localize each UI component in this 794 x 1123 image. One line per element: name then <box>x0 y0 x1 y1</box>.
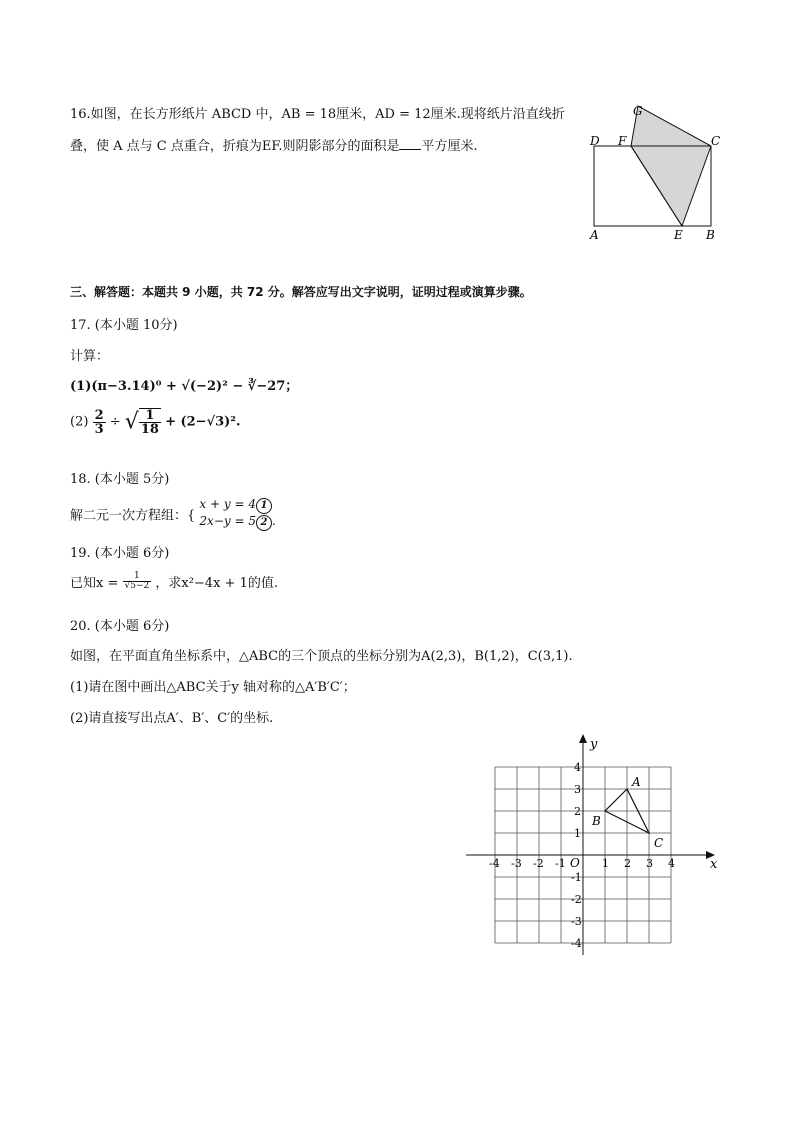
equation-1: x + y = 4 1 <box>199 497 275 514</box>
q19-title: 19. (本小题 6分) <box>70 546 170 561</box>
circled-1-icon: 1 <box>256 498 272 514</box>
y-tick-label: 2 <box>574 805 581 818</box>
q19-body <box>70 572 278 591</box>
q16-line2 <box>70 135 478 154</box>
equation-system <box>199 497 275 531</box>
q18-body <box>70 497 276 531</box>
q17-part2 <box>70 408 241 436</box>
equation-2: 2x−y = 5 2 . <box>199 514 275 531</box>
q20-title: 20. (本小题 6分) <box>70 619 170 634</box>
label-f: F <box>618 134 627 148</box>
x-axis-label: x <box>710 857 718 872</box>
x-tick-label: -1 <box>555 857 566 870</box>
q19-prefix: 已知x = <box>70 576 119 591</box>
q16-line2-start: 叠，使 A 点与 C 点重合，折痕为EF.则阴影部分的面积是 <box>70 139 400 154</box>
q17-part2-rest: + (2−√3)². <box>165 414 241 430</box>
q19-suffix: ，求x²−4x + 1的值. <box>155 576 278 591</box>
x-tick-label: 3 <box>646 857 653 870</box>
q18-prefix: 解二元一次方程组：{ <box>70 508 196 524</box>
y-tick-label: -3 <box>571 915 582 928</box>
q17-title: 17. (本小题 10分) <box>70 318 178 333</box>
point-label-a: A <box>632 775 641 789</box>
section-heading: 三、解答题：本题共 9 小题，共 72 分。解答应写出文字说明，证明过程或演算步骤。 <box>70 285 532 299</box>
label-b: B <box>706 228 715 242</box>
answer-blank <box>399 138 421 150</box>
label-e: E <box>674 228 683 242</box>
q16-figure <box>585 98 725 246</box>
label-a: A <box>590 228 599 242</box>
q17-part1: (1)(π−3.14)⁰ + √(−2)² − ∛−27； <box>70 379 299 394</box>
y-tick-label: 3 <box>574 783 581 796</box>
y-axis-arrow-icon <box>579 734 587 743</box>
x-tick-label: -3 <box>511 857 522 870</box>
radical-icon: √ <box>124 409 139 435</box>
origin-label: O <box>570 856 580 870</box>
label-c: C <box>711 134 721 148</box>
q16-line2-end: 平方厘米. <box>421 139 478 154</box>
circled-2-icon: 2 <box>256 515 272 531</box>
q17-divide: ÷ <box>109 414 121 430</box>
q20-part1: (1)请在图中画出△ABC关于y 轴对称的△A′B′C′； <box>70 680 356 695</box>
q20-line1: 如图，在平面直角坐标系中，△ABC的三个顶点的坐标分别为A(2,3)，B(1,2)，C(3,1). <box>70 649 573 664</box>
q16-line1: 16.如图，在长方形纸片 ABCD 中，AB = 18厘米，AD = 12厘米.现将纸片沿直线折 <box>70 107 565 122</box>
q17-intro: 计算： <box>70 349 110 364</box>
x-tick-label: 4 <box>668 857 675 870</box>
x-tick-label: -2 <box>533 857 544 870</box>
coordinate-grid <box>460 730 725 960</box>
q17-part2-prefix: (2) <box>70 414 89 430</box>
q17-radicand: $\frac{1}{18}$ <box>140 408 159 437</box>
x-tick-label: -4 <box>489 857 500 870</box>
y-tick-label: 4 <box>574 761 581 774</box>
label-d: D <box>590 134 600 148</box>
y-tick-label: -4 <box>571 937 582 950</box>
y-tick-label: -2 <box>571 893 582 906</box>
x-tick-label: 1 <box>602 857 609 870</box>
y-axis-label: y <box>590 737 598 752</box>
y-tick-label: 1 <box>574 827 581 840</box>
point-label-c: C <box>654 836 664 850</box>
q19-fraction: $\frac{1}{√5-2}$ <box>124 571 150 591</box>
point-label-b: B <box>592 814 601 828</box>
label-g: G <box>633 104 643 118</box>
y-tick-label: -1 <box>571 871 582 884</box>
q17-fraction: $\frac{2}{3}$ <box>94 407 104 437</box>
q20-part2: (2)请直接写出点A′、B′、C′的坐标. <box>70 711 274 726</box>
q18-title: 18. (本小题 5分) <box>70 472 170 487</box>
x-tick-label: 2 <box>624 857 631 870</box>
